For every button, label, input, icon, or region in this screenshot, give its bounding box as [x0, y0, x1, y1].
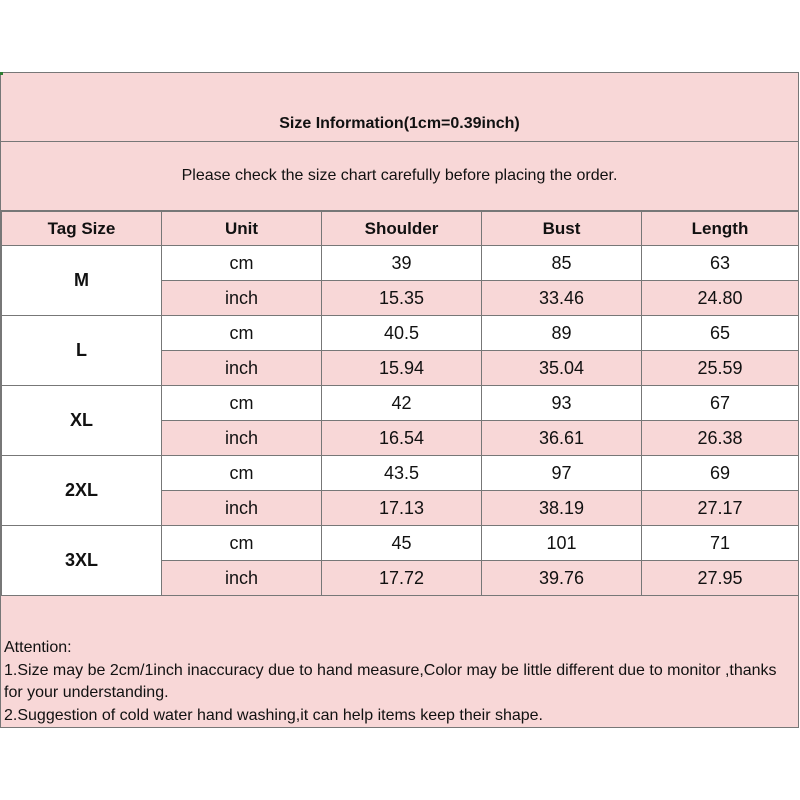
- header-shoulder: Shoulder: [322, 212, 482, 246]
- tag-size-cell: 2XL: [2, 456, 162, 526]
- table-row: [2, 526, 799, 561]
- bust-cell: 93: [482, 386, 642, 421]
- length-cell: 26.38: [642, 421, 799, 456]
- length-cell: 25.59: [642, 351, 799, 386]
- length-cell: 63: [642, 246, 799, 281]
- unit-cell: cm: [162, 246, 322, 281]
- shoulder-cell: 40.5: [322, 316, 482, 351]
- header-unit: Unit: [162, 212, 322, 246]
- bust-cell: 97: [482, 456, 642, 491]
- bust-cell: 89: [482, 316, 642, 351]
- attention-heading: Attention:: [4, 639, 72, 656]
- shoulder-cell: 15.35: [322, 281, 482, 316]
- chart-title: Size Information(1cm=0.39inch): [1, 73, 798, 142]
- attention-line-2: 2.Suggestion of cold water hand washing,it can help items keep their shape.: [4, 706, 543, 724]
- length-cell: 27.95: [642, 561, 799, 596]
- bust-cell: 33.46: [482, 281, 642, 316]
- tag-size-cell: 3XL: [2, 526, 162, 596]
- table-header-row: [2, 212, 799, 246]
- length-cell: 27.17: [642, 491, 799, 526]
- size-chart: [0, 72, 799, 728]
- length-cell: 24.80: [642, 281, 799, 316]
- shoulder-cell: 43.5: [322, 456, 482, 491]
- shoulder-cell: 15.94: [322, 351, 482, 386]
- unit-cell: inch: [162, 351, 322, 386]
- length-cell: 67: [642, 386, 799, 421]
- unit-cell: cm: [162, 316, 322, 351]
- attention-notes: [4, 637, 794, 727]
- bust-cell: 36.61: [482, 421, 642, 456]
- tag-size-cell: M: [2, 246, 162, 316]
- bust-cell: 101: [482, 526, 642, 561]
- unit-cell: inch: [162, 561, 322, 596]
- shoulder-cell: 17.13: [322, 491, 482, 526]
- length-cell: 65: [642, 316, 799, 351]
- corner-marker: [0, 72, 3, 75]
- table-row: [2, 316, 799, 351]
- shoulder-cell: 45: [322, 526, 482, 561]
- header-length: Length: [642, 212, 799, 246]
- bust-cell: 85: [482, 246, 642, 281]
- unit-cell: cm: [162, 386, 322, 421]
- unit-cell: inch: [162, 491, 322, 526]
- shoulder-cell: 16.54: [322, 421, 482, 456]
- bust-cell: 38.19: [482, 491, 642, 526]
- bust-cell: 35.04: [482, 351, 642, 386]
- bust-cell: 39.76: [482, 561, 642, 596]
- table-row: [2, 386, 799, 421]
- unit-cell: cm: [162, 526, 322, 561]
- table-row: [2, 246, 799, 281]
- unit-cell: cm: [162, 456, 322, 491]
- shoulder-cell: 17.72: [322, 561, 482, 596]
- header-tag-size: Tag Size: [2, 212, 162, 246]
- order-notice: Please check the size chart carefully before placing the order.: [1, 142, 798, 211]
- tag-size-cell: XL: [2, 386, 162, 456]
- shoulder-cell: 39: [322, 246, 482, 281]
- header-bust: Bust: [482, 212, 642, 246]
- size-table: [1, 211, 799, 596]
- tag-size-cell: L: [2, 316, 162, 386]
- unit-cell: inch: [162, 281, 322, 316]
- shoulder-cell: 42: [322, 386, 482, 421]
- length-cell: 69: [642, 456, 799, 491]
- length-cell: 71: [642, 526, 799, 561]
- table-row: [2, 456, 799, 491]
- attention-line-1: 1.Size may be 2cm/1inch inaccuracy due to hand measure,Color may be little different due to monitor ,thanks for your understanding.: [4, 661, 777, 701]
- unit-cell: inch: [162, 421, 322, 456]
